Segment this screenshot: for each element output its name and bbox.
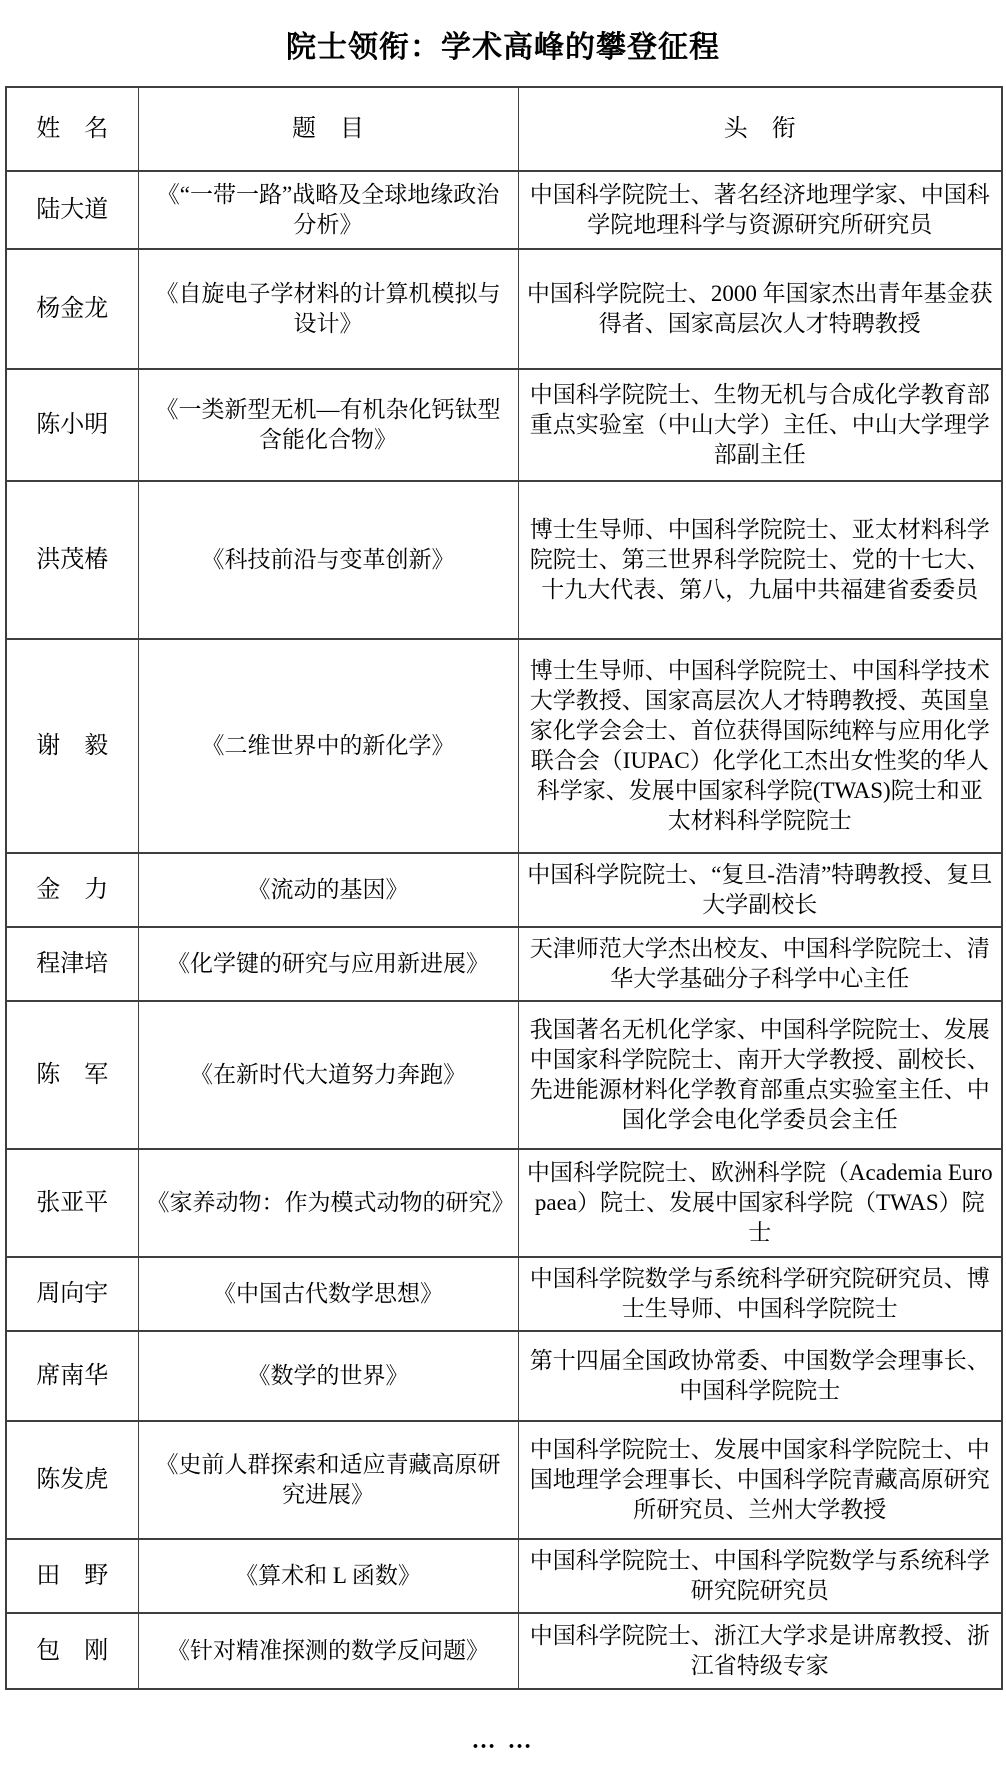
table-row [6,927,1002,1001]
table-row [6,639,1002,853]
academicians-table [5,86,1003,1690]
cell-topic: 《化学键的研究与应用新进展》 [138,927,518,1001]
cell-rank: 中国科学院院士、欧洲科学院（Academia Europaea）院士、发展中国家科学院（TWAS）院士 [518,1149,1002,1257]
cell-rank: 中国科学院院士、中国科学院数学与系统科学研究院研究员 [518,1539,1002,1613]
cell-rank: 中国科学院院士、2000 年国家杰出青年基金获得者、国家高层次人才特聘教授 [518,249,1002,369]
cell-name: 张亚平 [6,1149,138,1257]
cell-rank: 中国科学院院士、发展中国家科学院院士、中国地理学会理事长、中国科学院青藏高原研究所研究员、兰州大学教授 [518,1421,1002,1539]
cell-name: 洪茂椿 [6,481,138,639]
cell-name: 金 力 [6,853,138,927]
cell-rank: 中国科学院数学与系统科学研究院研究员、博士生导师、中国科学院院士 [518,1257,1002,1331]
column-header-topic: 题 目 [138,87,518,171]
table-row [6,1001,1002,1149]
cell-topic: 《自旋电子学材料的计算机模拟与设计》 [138,249,518,369]
cell-rank: 第十四届全国政协常委、中国数学会理事长、中国科学院院士 [518,1331,1002,1421]
cell-rank: 我国著名无机化学家、中国科学院院士、发展中国家科学院院士、南开大学教授、副校长、先进能源材料化学教育部重点实验室主任、中国化学会电化学委员会主任 [518,1001,1002,1149]
cell-topic: 《流动的基因》 [138,853,518,927]
table-row [6,249,1002,369]
cell-topic: 《算术和 L 函数》 [138,1539,518,1613]
table-row [6,1613,1002,1689]
column-header-name: 姓 名 [6,87,138,171]
table-row [6,853,1002,927]
cell-name: 程津培 [6,927,138,1001]
cell-topic: 《史前人群探索和适应青藏高原研究进展》 [138,1421,518,1539]
table-row [6,1421,1002,1539]
document-title: 院士领衔：学术高峰的攀登征程 [286,31,720,64]
cell-name: 陈 军 [6,1001,138,1149]
cell-rank: 中国科学院院士、著名经济地理学家、中国科学院地理科学与资源研究所研究员 [518,171,1002,249]
cell-rank: 天津师范大学杰出校友、中国科学院院士、清华大学基础分子科学中心主任 [518,927,1002,1001]
continuation-ellipsis: … … [471,1728,535,1754]
table-row [6,171,1002,249]
cell-rank: 中国科学院院士、浙江大学求是讲席教授、浙江省特级专家 [518,1613,1002,1689]
table-header-row [6,87,1002,171]
cell-name: 席南华 [6,1331,138,1421]
table-row [6,369,1002,481]
cell-topic: 《在新时代大道努力奔跑》 [138,1001,518,1149]
cell-topic: 《中国古代数学思想》 [138,1257,518,1331]
cell-topic: 《针对精准探测的数学反问题》 [138,1613,518,1689]
cell-topic: 《数学的世界》 [138,1331,518,1421]
cell-topic: 《一类新型无机—有机杂化钙钛型含能化合物》 [138,369,518,481]
cell-name: 田 野 [6,1539,138,1613]
cell-name: 陆大道 [6,171,138,249]
table-row [6,1257,1002,1331]
cell-topic: 《家养动物：作为模式动物的研究》 [138,1149,518,1257]
cell-name: 包 刚 [6,1613,138,1689]
cell-topic: 《二维世界中的新化学》 [138,639,518,853]
cell-topic: 《“一带一路”战略及全球地缘政治分析》 [138,171,518,249]
cell-name: 谢 毅 [6,639,138,853]
cell-rank: 中国科学院院士、“复旦-浩清”特聘教授、复旦大学副校长 [518,853,1002,927]
cell-name: 周向宇 [6,1257,138,1331]
column-header-rank: 头 衔 [518,87,1002,171]
cell-topic: 《科技前沿与变革创新》 [138,481,518,639]
cell-name: 杨金龙 [6,249,138,369]
cell-rank: 博士生导师、中国科学院院士、亚太材料科学院院士、第三世界科学院院士、党的十七大、十九大代表、第八，九届中共福建省委委员 [518,481,1002,639]
table-row [6,481,1002,639]
cell-rank: 中国科学院院士、生物无机与合成化学教育部重点实验室（中山大学）主任、中山大学理学部副主任 [518,369,1002,481]
cell-rank: 博士生导师、中国科学院院士、中国科学技术大学教授、国家高层次人才特聘教授、英国皇家化学会会士、首位获得国际纯粹与应用化学联合会（IUPAC）化学化工杰出女性奖的华人科学家、发展中国家科学院(TWAS)院士和亚太材料科学院院士 [518,639,1002,853]
cell-name: 陈发虎 [6,1421,138,1539]
table-row [6,1539,1002,1613]
table-row [6,1331,1002,1421]
cell-name: 陈小明 [6,369,138,481]
table-row [6,1149,1002,1257]
